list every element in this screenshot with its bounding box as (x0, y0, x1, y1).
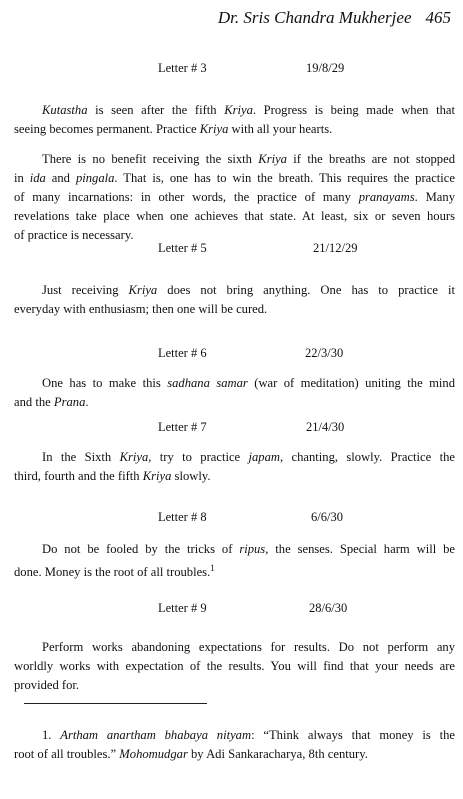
footnote-divider (24, 703, 207, 704)
text: , the senses. Special harm will be (265, 542, 455, 556)
letter-date: 21/12/29 (313, 241, 358, 255)
text: Adi Sankaracharya (206, 747, 303, 761)
text: of practice is necessary. (14, 228, 134, 242)
text: root of all troubles.” (14, 747, 120, 761)
italic-term: Kutastha (42, 103, 88, 117)
paragraph (14, 150, 455, 245)
text: , 8th century. (302, 747, 368, 761)
text: . That is, one has to win the breath. This requires the practice (114, 171, 455, 185)
italic-term: japam (248, 450, 280, 464)
text: Do not be fooled by the tricks of (42, 542, 240, 556)
letter-date: 21/4/30 (306, 420, 345, 434)
text: third, fourth and the fifth (14, 469, 143, 483)
italic-term: Kriya (119, 450, 149, 464)
italic-term: sadhana samar (167, 376, 248, 390)
text: does not bring anything. One has to practice it (157, 283, 456, 297)
italic-term: Mohomudgar (119, 747, 188, 761)
text: provided for. (14, 678, 80, 692)
footnote (14, 726, 455, 764)
letter-label: Letter # 6 (158, 346, 207, 360)
paragraph (14, 540, 455, 582)
text: with all your hearts. (228, 122, 333, 136)
letter-label: Letter # 9 (158, 601, 207, 615)
italic-term: pranayams (358, 190, 415, 204)
italic-term: Kriya (128, 283, 158, 297)
italic-term: ida (29, 171, 46, 185)
text: slowly. (171, 469, 211, 483)
text: In the Sixth (42, 450, 120, 464)
paragraph (14, 638, 455, 695)
letter-date: 19/8/29 (306, 61, 345, 75)
text: : “Think always that money is the (251, 728, 455, 742)
text: Perform works abandoning expectations for results. Do not perform any (42, 640, 455, 654)
letter-date: 22/3/30 (305, 346, 344, 360)
letter-label: Letter # 5 (158, 241, 207, 255)
text: One has to make this (42, 376, 168, 390)
text: and (45, 171, 76, 185)
letter-date: 6/6/30 (311, 510, 343, 524)
text: worldly works with expectation of the results. You will find that your needs are (14, 659, 455, 673)
text: is seen after the fifth (87, 103, 225, 117)
text: . (85, 395, 89, 409)
letter-label: Letter # 7 (158, 420, 207, 434)
italic-term: Prana (53, 395, 86, 409)
text: Just receiving (42, 283, 129, 297)
text: and the (14, 395, 54, 409)
italic-term: Kriya (199, 122, 229, 136)
text: . Many (414, 190, 455, 204)
text: There is no benefit receiving the sixth (42, 152, 259, 166)
text: . Progress is being made when that (252, 103, 455, 117)
paragraph (14, 448, 455, 486)
text: in (14, 171, 30, 185)
text: , try to practice (148, 450, 249, 464)
letter-date: 28/6/30 (309, 601, 348, 615)
paragraph (14, 281, 455, 319)
text: seeing becomes permanent. Practice (14, 122, 200, 136)
text: 1. (42, 728, 61, 742)
text: revelations take place when one achieves that state. At least, six or seven hours (14, 209, 455, 223)
text: by (187, 747, 207, 761)
letter-label: Letter # 3 (158, 61, 207, 75)
text: , chanting, slowly. Practice the (280, 450, 455, 464)
text: done. Money is the root of all troubles. (14, 565, 211, 580)
page-number: 465 (425, 8, 451, 27)
footnote-marker[interactable]: 1 (210, 563, 215, 573)
paragraph (14, 374, 455, 412)
italic-term: pingala (75, 171, 115, 185)
running-head (218, 8, 451, 28)
italic-term: Kriya (142, 469, 172, 483)
text: of many incarnations: in other words, the practice of many (14, 190, 359, 204)
letter-label: Letter # 8 (158, 510, 207, 524)
running-head-title: Dr. Sris Chandra Mukherjee (217, 8, 412, 27)
italic-term: Kriya (258, 152, 287, 166)
italic-term: ripus (239, 542, 266, 556)
paragraph (14, 101, 455, 139)
italic-term: Artham anartham bhabaya nityam (60, 728, 252, 742)
text: everyday with enthusiasm; then one will be cured. (14, 302, 268, 316)
text: if the breaths are not stopped (286, 152, 455, 166)
text: (war of meditation) uniting the mind (247, 376, 455, 390)
italic-term: Kriya (224, 103, 253, 117)
